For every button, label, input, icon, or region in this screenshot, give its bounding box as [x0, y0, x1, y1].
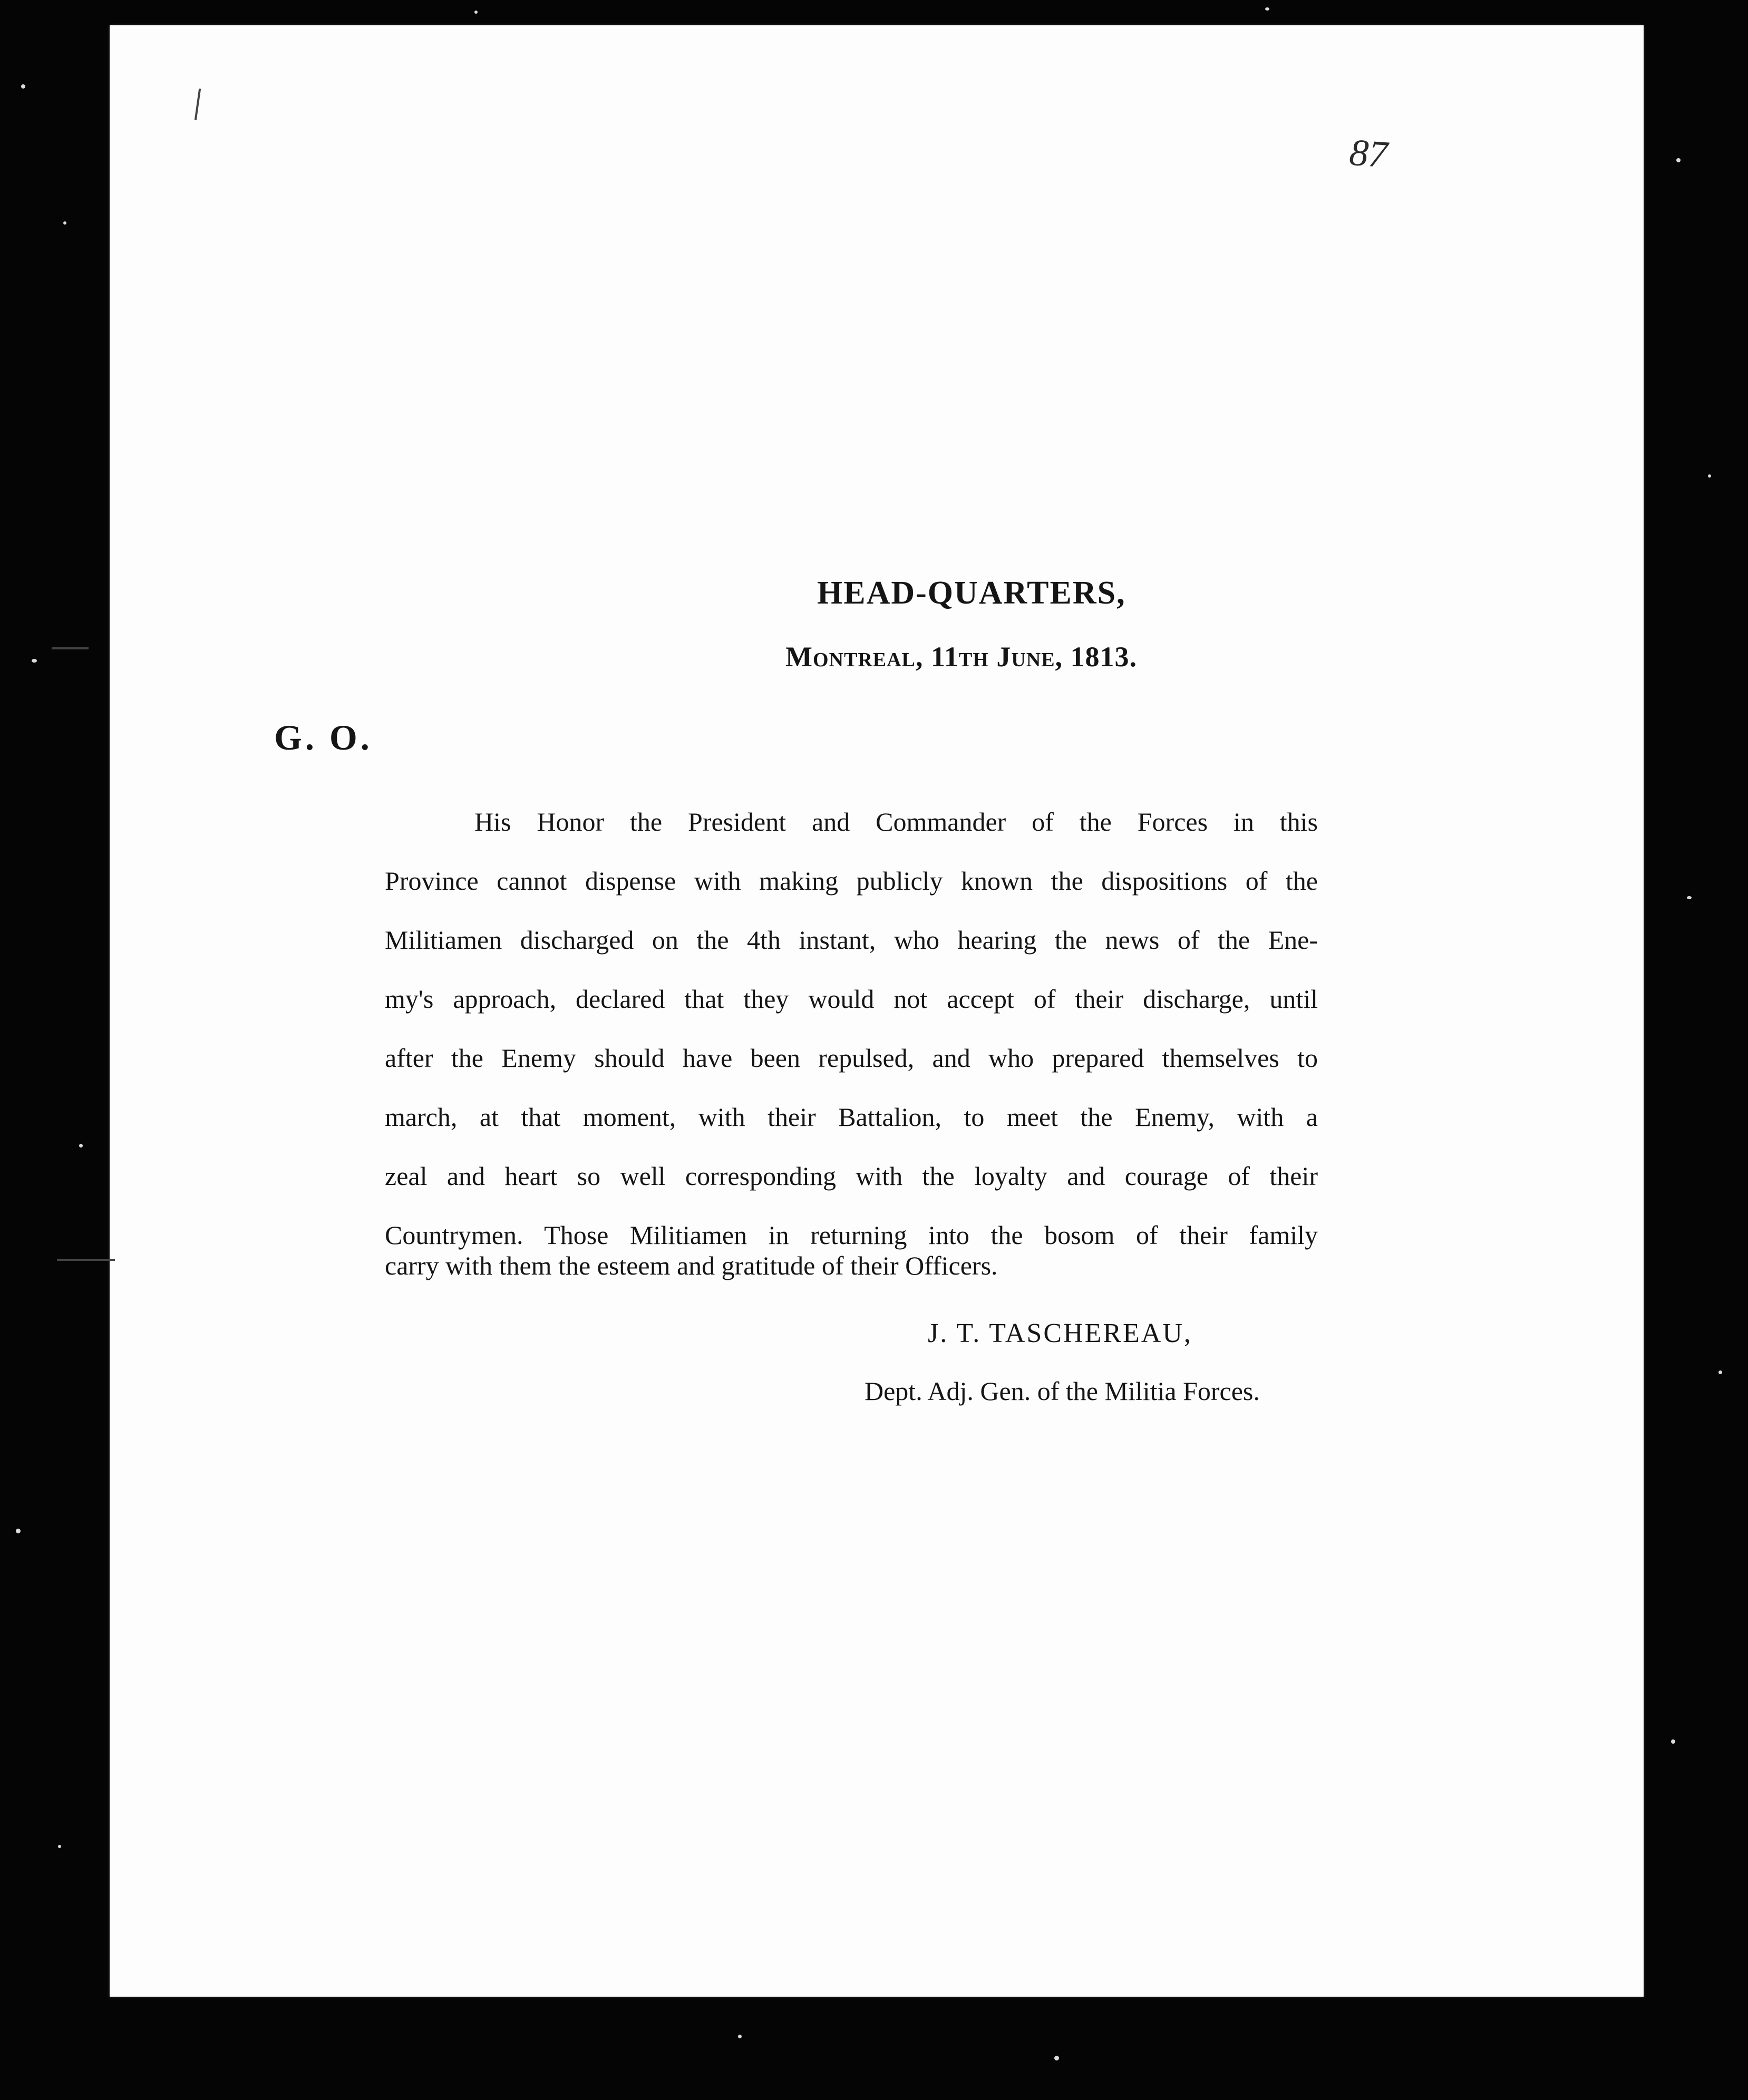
body-line: march, at that moment, with their Battalion, to meet the Enemy, with a [385, 1102, 1318, 1132]
margin-mark [195, 89, 201, 120]
film-speck [63, 221, 66, 225]
body-line: Province cannot dispense with making publicly known the dispositions of the [385, 866, 1318, 896]
body-line: after the Enemy should have been repulsed, and who prepared themselves to [385, 1043, 1318, 1073]
body-line: my's approach, declared that they would not accept of their discharge, until [385, 984, 1318, 1014]
body-line: carry with them the esteem and gratitude of their Officers. [385, 1251, 998, 1280]
body-line: His Honor the President and Commander of the Forces in this [474, 807, 1318, 837]
dateline: Montreal, 11th June, 1813. [785, 641, 1138, 673]
body-line: Militiamen discharged on the 4th instant, who hearing the news of the Ene- [385, 925, 1318, 955]
body-line: Countrymen. Those Militiamen in returning into the bosom of their family [385, 1220, 1318, 1250]
signature-title: Dept. Adj. Gen. of the Militia Forces. [865, 1376, 1260, 1406]
film-speck [32, 659, 37, 663]
film-speck [1687, 896, 1692, 899]
film-speck [738, 2035, 742, 2038]
film-speck [16, 1529, 21, 1533]
film-speck [1718, 1370, 1722, 1374]
film-speck [1671, 1739, 1675, 1744]
film-speck [21, 84, 25, 89]
film-speck [474, 11, 478, 14]
folio-number: 87 [1348, 131, 1389, 176]
film-speck [58, 1845, 61, 1848]
margin-mark [57, 1259, 115, 1261]
body-line: zeal and heart so well corresponding with the loyalty and courage of their [385, 1161, 1318, 1191]
film-speck [1676, 158, 1681, 162]
film-speck [1265, 7, 1269, 11]
film-speck [79, 1144, 83, 1148]
general-order-mark: G. O. [274, 717, 373, 757]
film-speck [1054, 2056, 1059, 2060]
signature-name: J. T. TASCHEREAU, [928, 1318, 1192, 1348]
margin-mark [52, 647, 89, 649]
heading: HEAD-QUARTERS, [817, 575, 1126, 611]
film-speck [1708, 474, 1711, 478]
